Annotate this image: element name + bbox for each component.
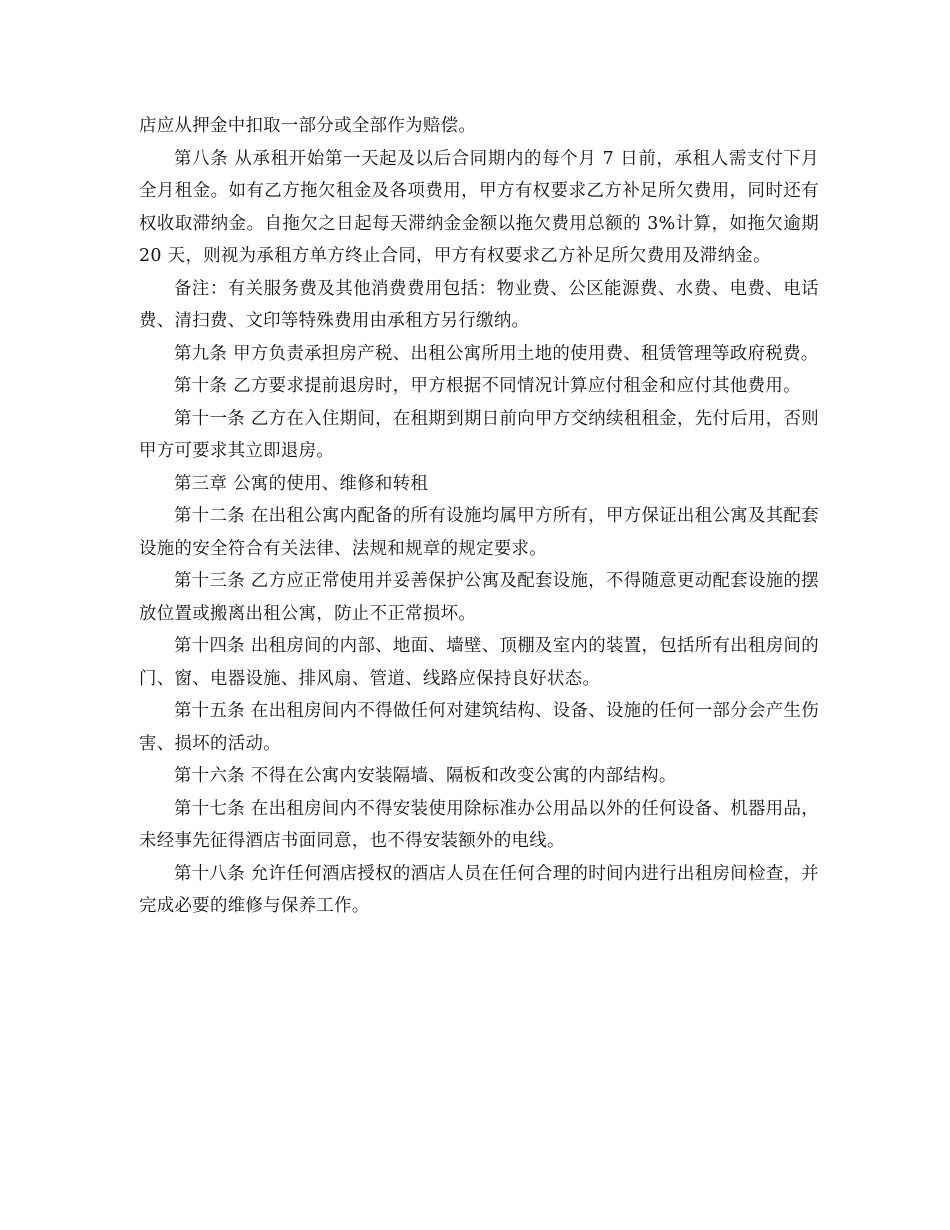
article-14: 第十四条 出租房间的内部、地面、墙壁、顶棚及室内的装置，包括所有出租房间的门、窗、电器设施、排风扇、管道、线路应保持良好状态。 bbox=[139, 636, 819, 689]
article-17: 第十七条 在出租房间内不得安装使用除标准办公用品以外的任何设备、机器用品，未经事先征得酒店书面同意，也不得安装额外的电线。 bbox=[139, 798, 819, 851]
article-12: 第十二条 在出租公寓内配备的所有设施均属甲方所有，甲方保证出租公寓及其配套设施的安全符合有关法律、法规和规章的规定要求。 bbox=[139, 506, 819, 559]
article-13: 第十三条 乙方应正常使用并妥善保护公寓及配套设施，不得随意更动配套设施的摆放位置或搬离出租公寓，防止不正常损坏。 bbox=[139, 571, 819, 624]
chapter-3-heading: 第三章 公寓的使用、维修和转租 bbox=[174, 473, 429, 494]
article-11: 第十一条 乙方在入住期间，在租期到期日前向甲方交纳续租租金，先付后用，否则甲方可要求其立即退房。 bbox=[139, 408, 819, 461]
article-10: 第十条 乙方要求提前退房时，甲方根据不同情况计算应付租金和应付其他费用。 bbox=[174, 376, 801, 396]
note-paragraph: 备注：有关服务费及其他消费费用包括：物业费、公区能源费、水费、电费、电话费、清扫费、文印等特殊费用由承租方另行缴纳。 bbox=[139, 278, 819, 331]
article-15: 第十五条 在出租房间内不得做任何对建筑结构、设备、设施的任何一部分会产生伤害、损坏的活动。 bbox=[139, 701, 819, 754]
article-8: 第八条 从承租开始第一天起及以后合同期内的每个月 7 日前，承租人需支付下月全月租金。如有乙方拖欠租金及各项费用，甲方有权要求乙方补足所欠费用，同时还有权收取滞纳金。自拖欠之日起每天滞纳金金额以拖欠费用总额的 3%计算，如拖欠逾期 20 天，则视为承租方单方终止合同，甲方有权要求乙方补足所欠费用及滞纳金。 bbox=[139, 148, 819, 266]
article-16: 第十六条 不得在公寓内安装隔墙、隔板和改变公寓的内部结构。 bbox=[174, 766, 677, 786]
article-18: 第十八条 允许任何酒店授权的酒店人员在任何合理的时间内进行出租房间检查，并完成必要的维修与保养工作。 bbox=[139, 863, 819, 916]
article-9: 第九条 甲方负责承担房产税、出租公寓所用土地的使用费、租赁管理等政府税费。 bbox=[174, 343, 819, 364]
paragraph-continuation: 店应从押金中扣取一部分或全部作为赔偿。 bbox=[139, 116, 477, 136]
document-body bbox=[139, 110, 819, 923]
